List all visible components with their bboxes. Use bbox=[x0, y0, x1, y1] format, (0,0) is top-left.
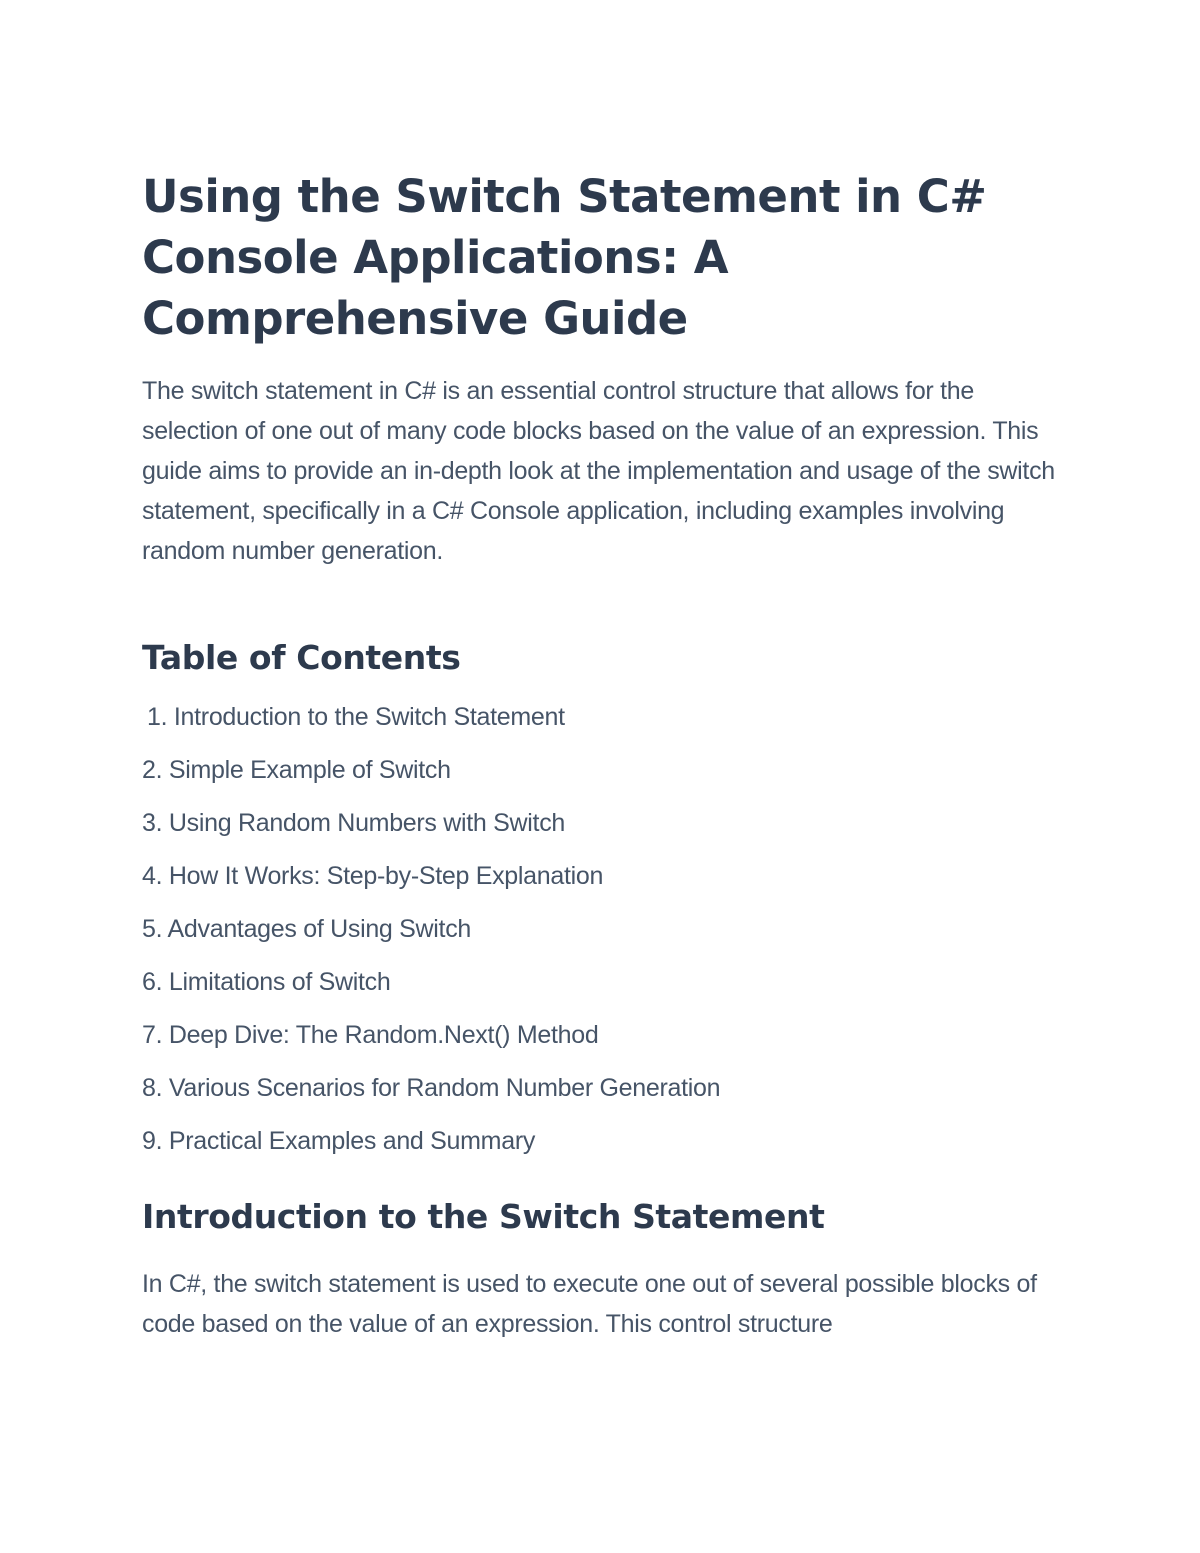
toc-heading: Table of Contents bbox=[142, 638, 461, 677]
toc-item-label: How It Works: Step-by-Step Explanation bbox=[168, 862, 604, 890]
toc-item bbox=[142, 1128, 720, 1181]
toc-item-label: Various Scenarios for Random Number Generation bbox=[168, 1074, 721, 1102]
toc-item-number: 8. bbox=[142, 1074, 163, 1102]
table-of-contents bbox=[142, 704, 720, 1181]
toc-item-label: Practical Examples and Summary bbox=[168, 1127, 536, 1155]
toc-item-number: 3. bbox=[142, 809, 163, 837]
intro-paragraph: The switch statement in C# is an essential control structure that allows for the selection of one out of many code blocks based on the value of an expression. This guide aims to provide an in-depth look at the implementation and usage of the switch statement, specifically in a C# Console application, including examples involving random number generation. bbox=[142, 377, 1055, 565]
toc-item-label: Advantages of Using Switch bbox=[167, 915, 472, 943]
toc-item-label: Introduction to the Switch Statement bbox=[173, 703, 565, 731]
toc-item-number: 6. bbox=[142, 968, 163, 996]
toc-item-label: Simple Example of Switch bbox=[168, 756, 451, 784]
toc-item bbox=[142, 810, 720, 863]
section-heading-introduction: Introduction to the Switch Statement bbox=[142, 1197, 825, 1236]
toc-item-number: 9. bbox=[142, 1127, 163, 1155]
toc-item bbox=[142, 757, 720, 810]
toc-item bbox=[142, 969, 720, 1022]
document-title: Using the Switch Statement in C# Console Applications: A Comprehensive Guide bbox=[142, 170, 987, 345]
toc-item bbox=[142, 704, 720, 757]
toc-item-label: Limitations of Switch bbox=[168, 968, 391, 996]
section-body-paragraph: In C#, the switch statement is used to execute one out of several possible blocks of code based on the value of an expression. This control structure bbox=[142, 1270, 1037, 1338]
toc-item-number: 7. bbox=[142, 1021, 163, 1049]
toc-item-number: 2. bbox=[142, 756, 163, 784]
toc-item-number: 4. bbox=[142, 862, 163, 890]
toc-item bbox=[142, 1022, 720, 1075]
toc-item-number: 5. bbox=[142, 915, 163, 943]
toc-item-label: Using Random Numbers with Switch bbox=[168, 809, 566, 837]
toc-item-number: 1. bbox=[147, 703, 168, 731]
toc-item bbox=[142, 1075, 720, 1128]
toc-item bbox=[142, 863, 720, 916]
toc-item-label: Deep Dive: The Random.Next() Method bbox=[168, 1021, 599, 1049]
toc-item bbox=[142, 916, 720, 969]
